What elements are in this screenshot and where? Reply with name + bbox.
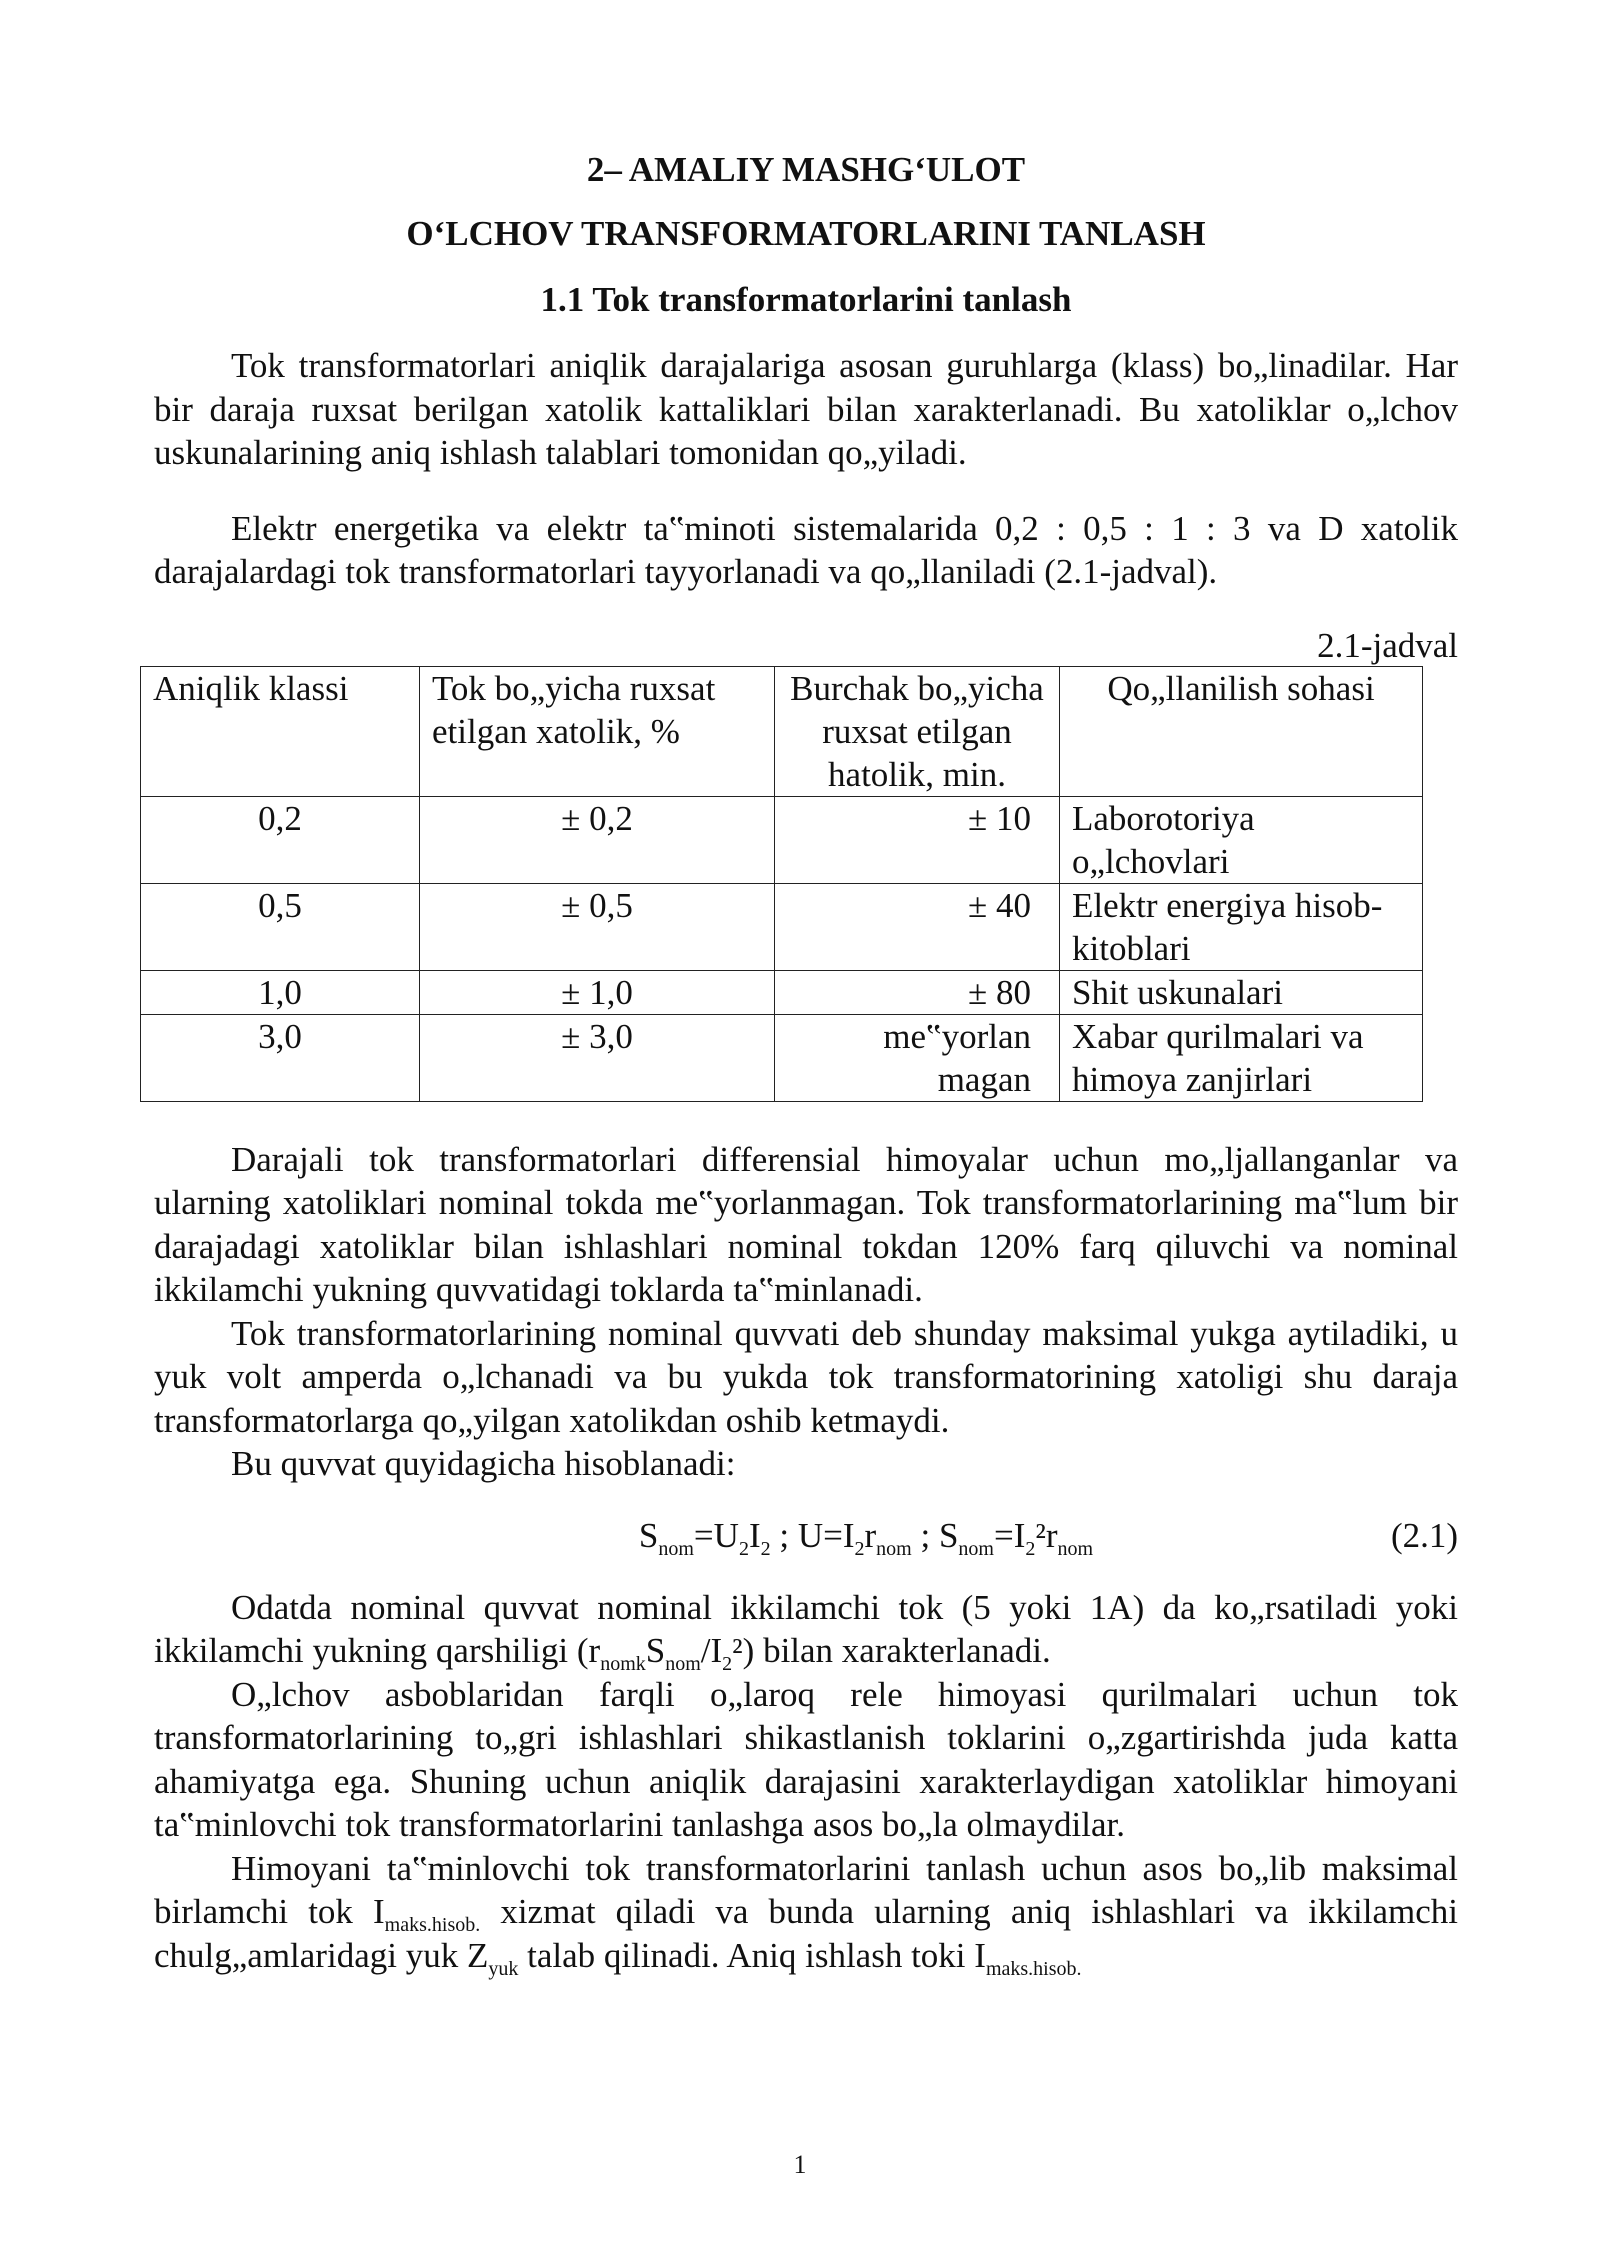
table-cell: ± 0,2 xyxy=(420,796,775,883)
formula-number: (2.1) xyxy=(1390,1515,1458,1555)
table-cell: 0,2 xyxy=(141,796,420,883)
table-header-cell: Burchak bo„yicha ruxsat etilgan hatolik, min. xyxy=(775,666,1060,796)
table-header-cell: Tok bo„yicha ruxsat etilgan xatolik, % xyxy=(420,666,775,796)
table-row xyxy=(141,970,1423,1014)
paragraph-accuracy-classes: Tok transformatorlari aniqlik darajalariga asosan guruhlarga (klass) bo„linadilar. Har bir daraja ruxsat berilgan xatolik kattaliklari bilan xarakterlanadi. Bu xatoliklar o„lchov uskunalarining aniq ishlash talablari tomonidan qo„yiladi. xyxy=(154,346,1458,472)
paragraph-nominal-power: Tok transformatorlarining nominal quvvati deb shunday maksimal yukga aytiladiki, u yuk volt amperda o„lchanadi va bu yukda tok transformatorining xatoligi shu daraja transformatorlarga qo„yilgan xatolikdan oshib ketmaydi. xyxy=(154,1313,1458,1440)
table-cell: ± 10 xyxy=(775,796,1060,883)
table-cell: me‟yorlan magan xyxy=(775,1014,1060,1101)
table-cell: ± 1,0 xyxy=(420,970,775,1014)
paragraph-relay-protection: O„lchov asboblaridan farqli o„laroq rele himoyasi qurilmalari uchun tok transformatorlarining to„gri ishlashlari shikastlanish toklarini o„zgartirishda juda katta ahamiyatga ega. Shuning uchun aniqlik darajasini xarakterlaydigan xatoliklar himoyani ta‟minlovchi tok transformatorlarini tanlashga asos bo„la olmaydilar. xyxy=(154,1674,1458,1844)
table-cell: ± 0,5 xyxy=(420,883,775,970)
table-caption: 2.1-jadval xyxy=(1317,625,1458,665)
table-row xyxy=(141,1014,1423,1101)
table-header-cell: Aniqlik klassi xyxy=(141,666,420,796)
table-row xyxy=(141,883,1423,970)
table-cell: Xabar qurilmalari va himoya zanjirlari xyxy=(1060,1014,1423,1101)
table-header-row xyxy=(141,666,1423,796)
table-cell: ± 3,0 xyxy=(420,1014,775,1101)
table-cell: ± 80 xyxy=(775,970,1060,1014)
paragraph-power-intro: Bu quvvat quyidagicha hisoblanadi: xyxy=(231,1444,736,1483)
formula-expression: $S_{nom}=U_2I_2$ ; $U=I_2r_{nom}$ ; $S_{nom}=I_2^2r_{nom}$ xyxy=(638,1515,1094,1560)
page-number: 1 xyxy=(793,2150,807,2179)
table-cell: Shit uskunalari xyxy=(1060,970,1423,1014)
paragraph-selection-basis: Himoyani ta‟minlovchi tok transformatorlarini tanlash uchun asos bo„lib maksimal birlamchi tok $I_{maks.hisob.}$ xizmat qiladi va bunda ularning aniq ishlashlari va ikkilamchi chulg„amlaridagi yuk $Z_{yuk}$ talab qilinadi. Aniq ishlash toki $I_{maks.hisob.}$ xyxy=(154,1848,1458,1980)
paragraph-systems: Elektr energetika va elektr ta‟minoti sistemalarida 0,2 : 0,5 : 1 : 3 va D xatolik darajalardagi tok transformatorlari tayyorlanadi va qo„llaniladi (2.1-jadval). xyxy=(154,508,1458,591)
table-cell: 0,5 xyxy=(141,883,420,970)
table-cell: 1,0 xyxy=(141,970,420,1014)
table-header-cell: Qo„llanilish sohasi xyxy=(1060,666,1423,796)
topic-title: O‘LCHOV TRANSFORMATORLARINI TANLASH xyxy=(406,214,1206,253)
accuracy-class-table xyxy=(140,666,1423,1102)
table-cell: 3,0 xyxy=(141,1014,420,1101)
formula-2-1 xyxy=(154,1514,1458,1558)
practical-lesson-title: 2– AMALIY MASHG‘ULOT xyxy=(586,150,1026,189)
table-cell: ± 40 xyxy=(775,883,1060,970)
table-cell: Laborotoriya o„lchovlari xyxy=(1060,796,1423,883)
table-row xyxy=(141,796,1423,883)
paragraph-differential-protection: Darajali tok transformatorlari differensial himoyalar uchun mo„ljallanganlar va ularning xatoliklari nominal tokda me‟yorlanmagan. Tok transformatorlarining ma‟lum bir darajadagi xatoliklar bilan ishlashlari nominal tokdan 120% farq qiluvchi va nominal ikkilamchi yukning quvvatidagi toklarda ta‟minlanadi. xyxy=(154,1139,1458,1309)
section-title: 1.1 Tok transformatorlarini tanlash xyxy=(540,280,1072,319)
paragraph-secondary-load: Odatda nominal quvvat nominal ikkilamchi tok (5 yoki 1A) da ko„rsatiladi yoki ikkilamchi yukning qarshiligi $(r_{nomk}S_{nom}/I_2^2)$ bilan xarakterlanadi. xyxy=(154,1587,1458,1675)
document-page xyxy=(153,150,1458,1980)
table-cell: Elektr energiya hisob-kitoblari xyxy=(1060,883,1423,970)
